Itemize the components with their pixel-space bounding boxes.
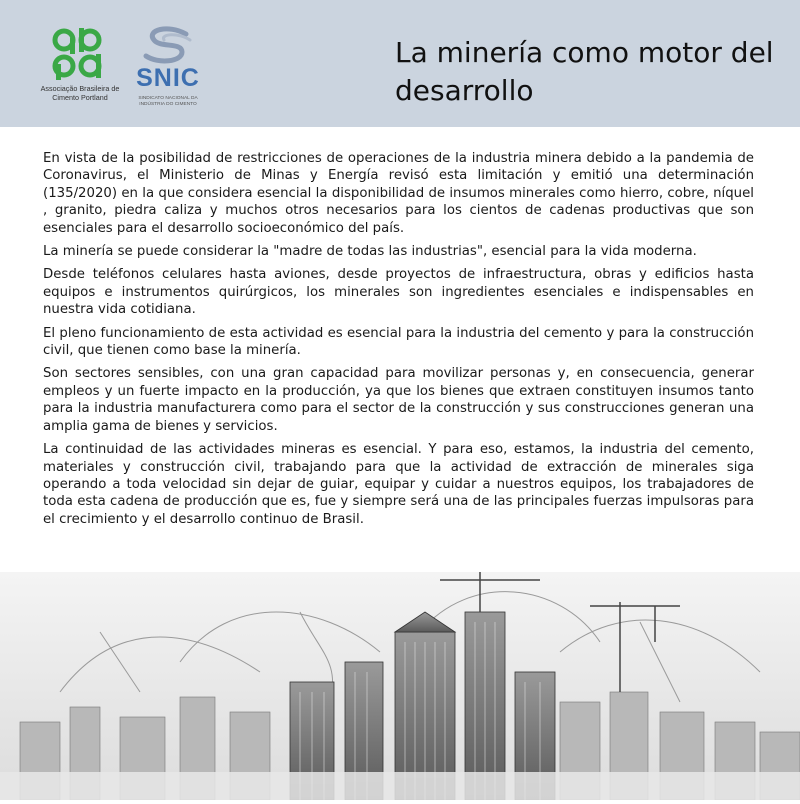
city-skyline-image (0, 572, 800, 800)
article-paragraph: La minería se puede considerar la "madre de todas las industrias", esencial para la vida moderna. (43, 244, 697, 260)
snic-logo-name: SNIC (136, 64, 200, 92)
snic-logo-icon (138, 26, 198, 66)
city-sketch-illustration (0, 572, 800, 800)
snic-logo-subtitle: SINDICATO NACIONAL DA INDÚSTRIA DO CIMENTO (138, 96, 198, 107)
abcp-logo (32, 26, 128, 124)
snic-logo (128, 26, 208, 116)
article-paragraph: El pleno funcionamiento de esta actividad es esencial para la industria del cemento y para la construcción civil, que tienen como base la minería. (43, 325, 754, 359)
article-paragraph: Desde teléfonos celulares hasta aviones, desde proyectos de infraestructura, obras y edificios hasta equipos e instrumentos quirúrgicos, los minerales son ingredientes esenciales e indispensables en nuestra vida cotidiana. (43, 267, 754, 318)
article-paragraph: Son sectores sensibles, con una gran capacidad para movilizar personas y, en consecuencia, generar empleos y un fuerte impacto en la producción, ya que los bienes que extraen constituyen insumos tanto para la industria manufacturera como para el sector de la construcción y sus construcciones generan una amplia gama de bienes y servicios. (43, 366, 754, 434)
abcp-logo-text: Associação Brasileira de Cimento Portland (40, 84, 120, 102)
article-paragraph: En vista de la posibilidad de restricciones de operaciones de la industria minera debido a la pandemia de Coronavirus, el Ministerio de Minas y Energía revisó esta limitación y emitió una determinación (135/2020) en la que considera esencial la disponibilidad de insumos minerales como hierro, cobre, níquel , granito, piedra caliza y muchos otros necesarios para los cientos de cadenas productivas que son esenciales para el desarrollo socioeconómico del país. (43, 151, 754, 236)
article-paragraph: La continuidad de las actividades mineras es esencial. Y para eso, estamos, la industria del cemento, materiales y construcción civil, trabajando para que la actividad de extracción de minerales siga operando a toda velocidad sin dejar de guiar, equipar y cuidar a nuestros equipos, los trabajadores de toda esta cadena de producción que es, fue y siempre será una de las principales fuerzas impulsoras para el crecimiento y el desarrollo continuo de Brasil. (43, 442, 754, 527)
abcp-logo-icon (50, 26, 110, 82)
article-body (43, 150, 754, 534)
page-title: La minería como motor del desarrollo (395, 36, 774, 107)
header-banner (0, 0, 800, 127)
